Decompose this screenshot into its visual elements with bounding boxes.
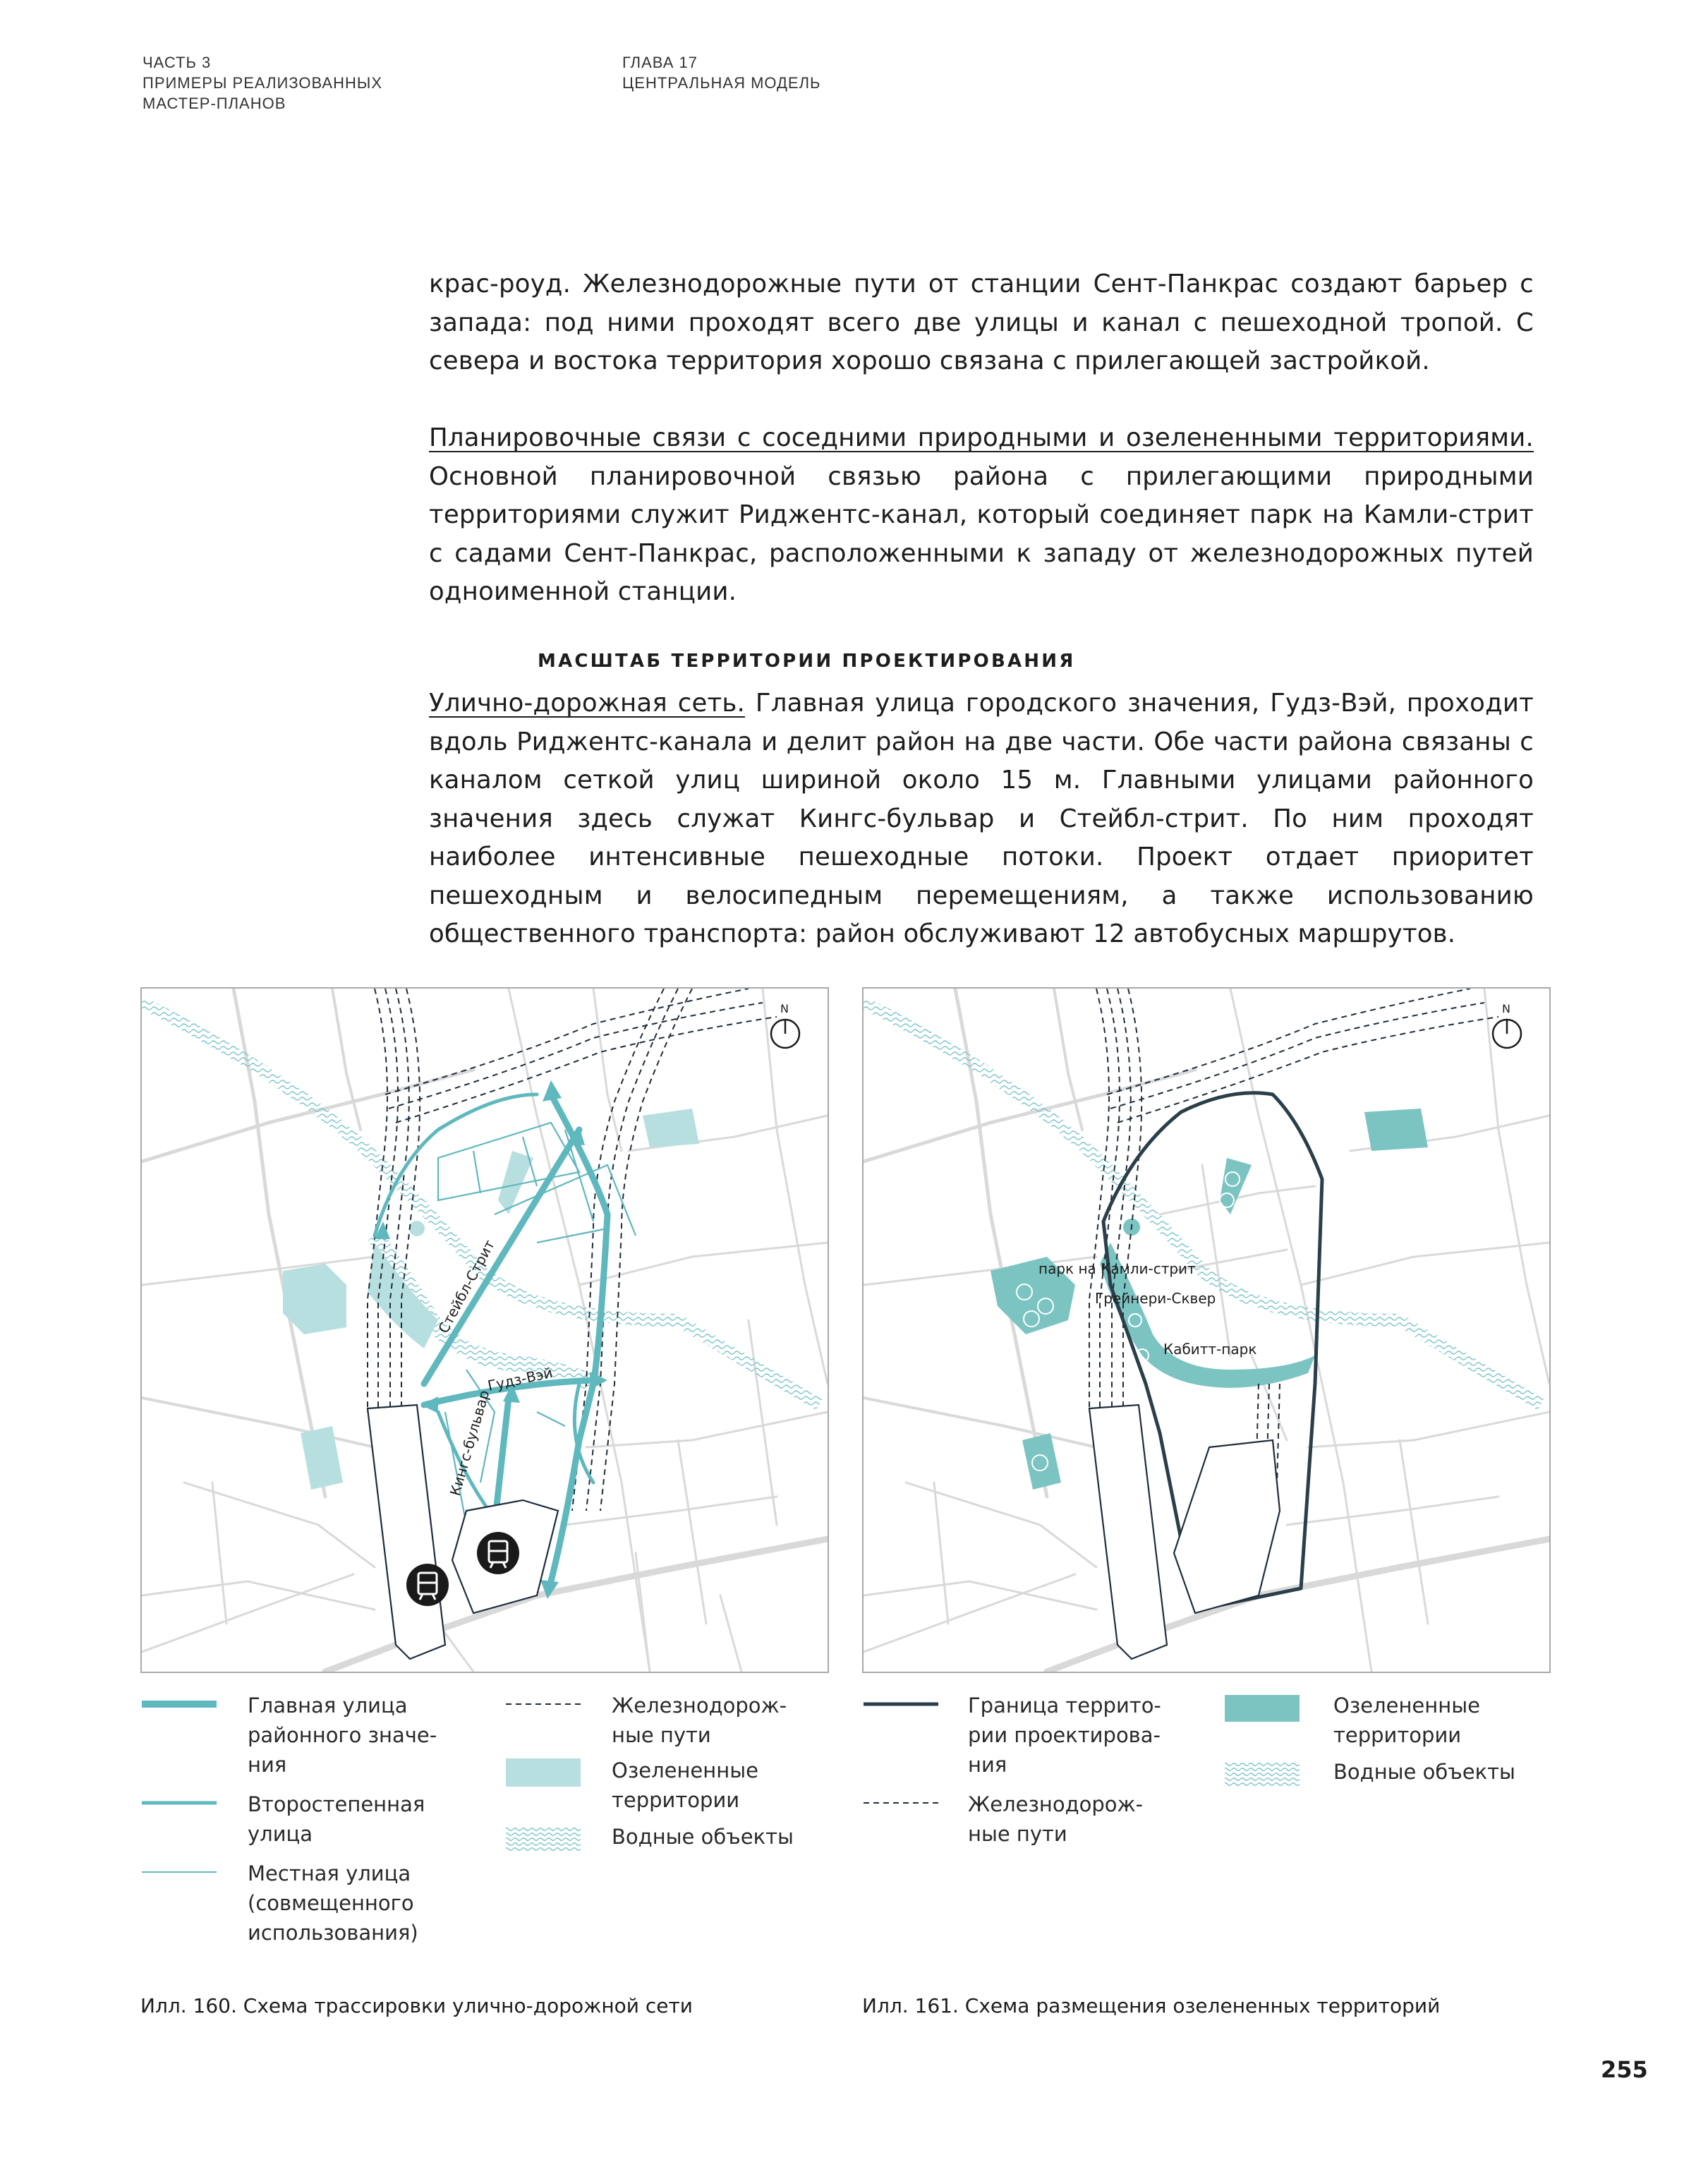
paragraph-lead-underlined: Улично-дорожная сеть. — [429, 689, 746, 718]
north-arrow-icon — [771, 1020, 799, 1048]
street-network-map-svg — [142, 989, 828, 1672]
place-label-cubitt-park: Кабитт-парк — [1163, 1341, 1257, 1358]
section-heading: МАСШТАБ ТЕРРИТОРИИ ПРОЕКТИРОВАНИЯ — [538, 651, 1076, 672]
legend-label: Озелененные территории — [612, 1758, 758, 1812]
running-head-left-line: ПРИМЕРЫ РЕАЛИЗОВАННЫХ — [143, 74, 383, 92]
street-label-goods-way: Гудз-Вэй — [486, 1363, 555, 1394]
place-label-camley-park: парк на Камли-стрит — [1038, 1260, 1196, 1277]
legend-label: Железнодорож- ные пути — [612, 1694, 787, 1747]
parcel-east — [1174, 1440, 1280, 1613]
green-area — [643, 1109, 699, 1147]
green-area — [301, 1426, 343, 1490]
place-label-gasholder-square: Грейнери-Сквер — [1095, 1290, 1216, 1307]
page-number: 255 — [1601, 2056, 1648, 2083]
body-paragraph-1 — [429, 265, 1534, 381]
legend-label: Водные объекты — [612, 1825, 794, 1849]
railways — [368, 989, 777, 1511]
legend-label: Водные объекты — [1333, 1760, 1515, 1784]
train-station-icon — [477, 1532, 519, 1574]
running-head-right-line: ГЛАВА 17 — [622, 54, 698, 71]
north-label: N — [780, 1002, 789, 1015]
train-station-icon — [406, 1564, 449, 1606]
north-arrow-icon — [1493, 1020, 1521, 1048]
railways — [1089, 989, 1498, 1511]
green-area — [1364, 1109, 1428, 1151]
thick-teal-line-icon — [140, 1691, 218, 1719]
paragraph-text — [429, 419, 1534, 612]
light-green-fill-icon — [504, 1756, 582, 1791]
tree-icon — [1146, 1374, 1159, 1387]
running-head-right-line: ЦЕНТРАЛЬНАЯ МОДЕЛЬ — [622, 74, 821, 92]
figure-caption-160: Илл. 160. Схема трассировки улично-дорожной сети — [140, 1994, 693, 2017]
green-area — [409, 1221, 425, 1236]
legend-label: Железнодорож- ные пути — [968, 1792, 1144, 1846]
running-head-left-line: МАСТЕР-ПЛАНОВ — [143, 95, 286, 112]
arrowhead — [421, 1396, 438, 1413]
green-areas-map — [862, 987, 1551, 1673]
paragraph-rest: Основной планировочной связью района с прилегающими природными территориями служит Риджентс-канал, который соединяет парк на Камли-стрит с садами Сент-Панкрас, расположенными к западу от железнодорожных путей одноименной станции. — [429, 461, 1534, 606]
body-paragraph-3 — [429, 684, 1534, 954]
dark-boundary-line-icon — [862, 1691, 940, 1719]
dashed-line-icon — [862, 1789, 940, 1818]
north-label: N — [1502, 1002, 1510, 1015]
paragraph-lead-underlined: Планировочные связи с соседними природными и озелененными территориями. — [429, 423, 1534, 452]
legend-label: Главная улица районного значе- ния — [248, 1694, 437, 1777]
running-head-right — [622, 52, 975, 93]
wave-fill-icon — [504, 1822, 582, 1857]
street-label-kings-boulevard: Кингс-бульвар — [446, 1388, 493, 1498]
legend-label: Граница террито- рии проектирова- ния — [968, 1694, 1161, 1777]
wave-fill-icon — [1223, 1757, 1301, 1792]
paragraph-text: крас-роуд. Железнодорожные пути от станции Сент-Панкрас создают барьер с запада: под ними проходят всего две улицы и канал с пешеходной тропой. С севера и востока территория хорошо связана с прилегающей застройкой. — [429, 270, 1534, 375]
canal-water — [142, 1003, 819, 1405]
running-head-left — [143, 52, 439, 114]
paragraph-rest: Главная улица городского значения, Гудз-Вэй, проходит вдоль Риджентс-канала и делит район на две части. Обе части района связаны с каналом сеткой улиц шириной около 15 м. Главными улицами районного значения здесь служат Кингс-бульвар и Стейбл-стрит. По ним проходят наиболее интенсивные пешеходные потоки. Проект отдает приоритет пешеходным и велосипедным перемещениям, а также использованию общественного транспорта: район обслуживают 12 автобусных маршрутов. — [429, 689, 1534, 948]
thin-teal-line-icon — [140, 1859, 218, 1887]
figure-caption-161: Илл. 161. Схема размещения озелененных территорий — [862, 1994, 1441, 2017]
paragraph-text — [429, 684, 1534, 954]
stable-street-line — [424, 1130, 579, 1384]
street-network-map — [140, 987, 829, 1673]
teal-fill-icon — [1223, 1691, 1301, 1726]
legend-label: Второстепенная улица — [248, 1792, 425, 1846]
parcel-west — [1089, 1405, 1167, 1659]
legend-label: Местная улица (совмещенного использования) — [248, 1861, 418, 1945]
legend-label: Озелененные территории — [1333, 1694, 1480, 1747]
street-label-stable-street: Стейбл-Стрит — [435, 1236, 499, 1336]
green-area — [1022, 1433, 1061, 1490]
body-paragraph-2 — [429, 419, 1534, 612]
green-areas-map-svg — [864, 989, 1549, 1672]
parcel-west — [368, 1405, 445, 1659]
medium-teal-line-icon — [140, 1789, 218, 1818]
arrowhead — [543, 1080, 562, 1101]
dashed-line-icon — [504, 1691, 582, 1719]
running-head-left-line: ЧАСТЬ 3 — [143, 54, 212, 71]
